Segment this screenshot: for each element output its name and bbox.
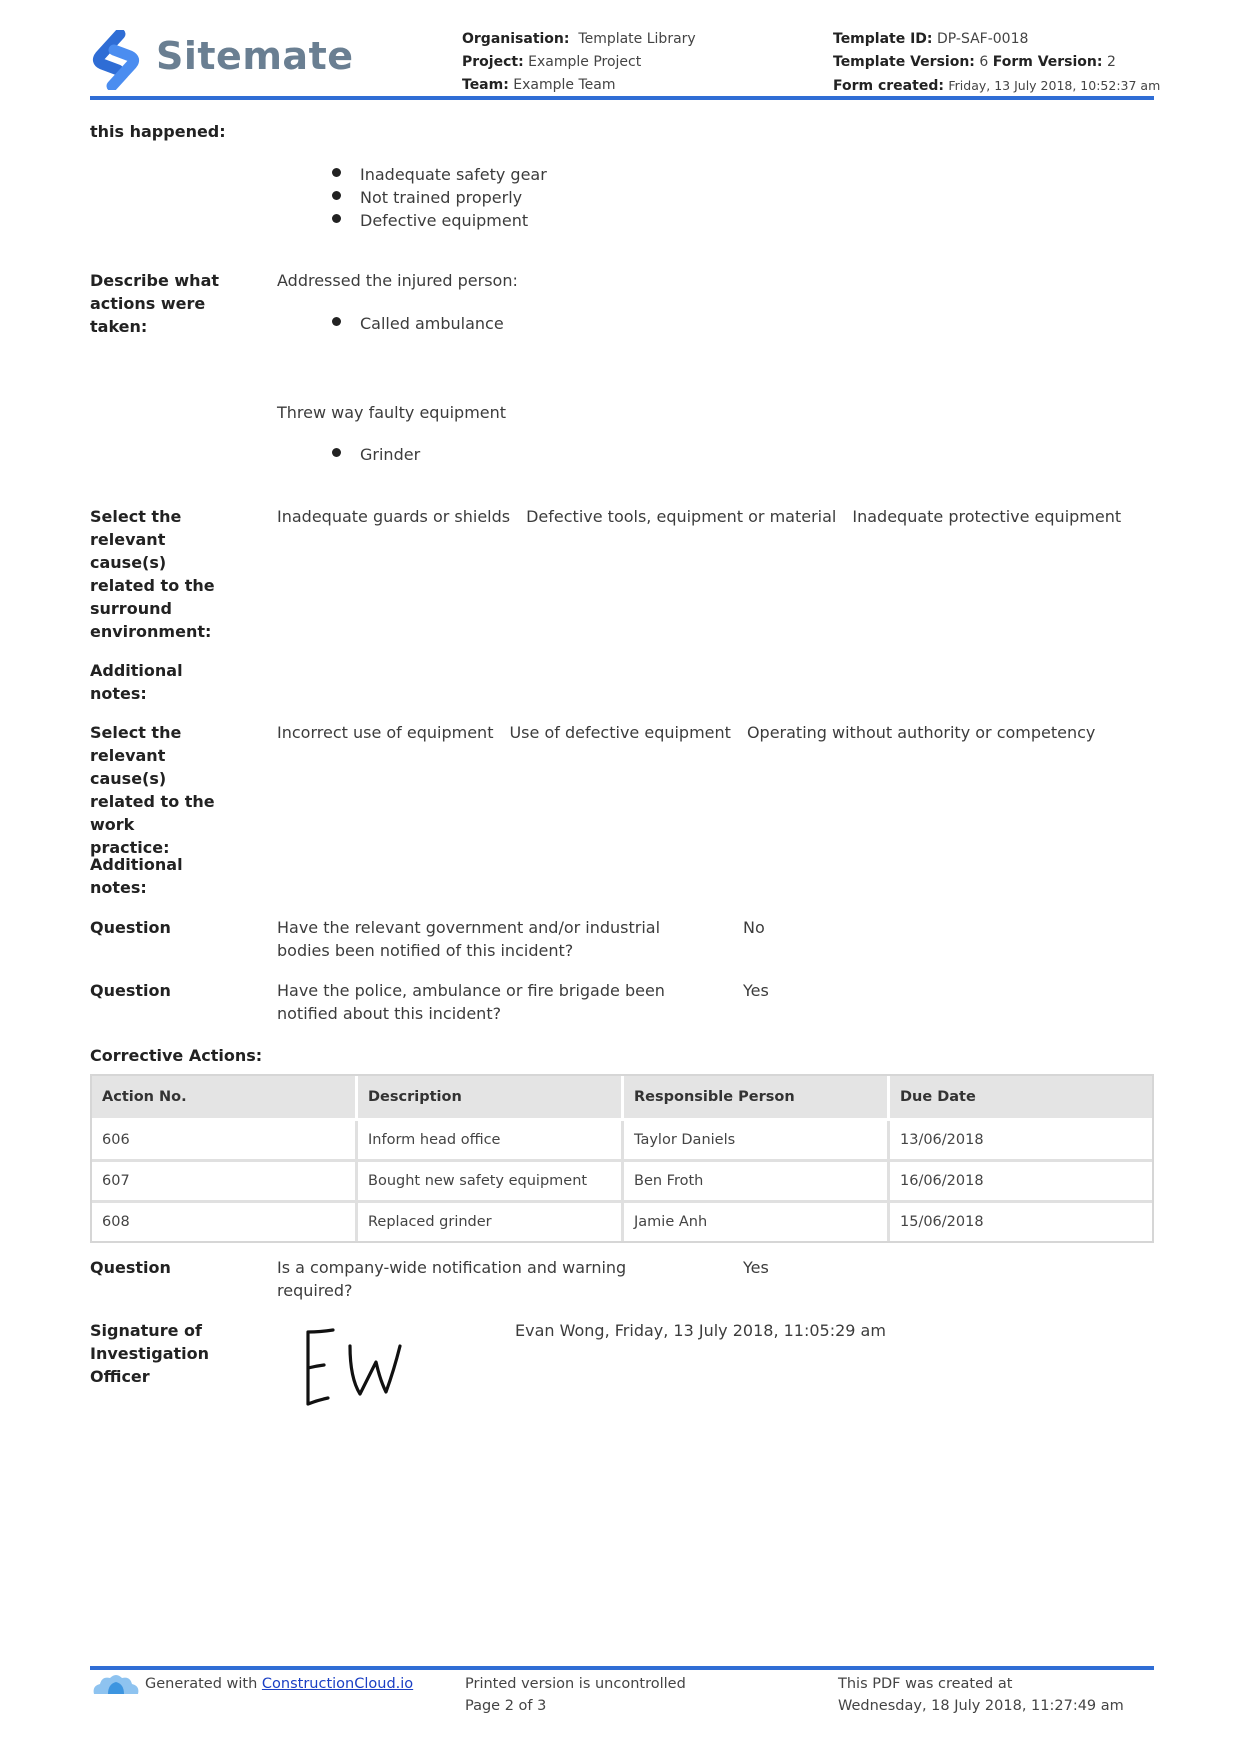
question-answer: No	[743, 918, 765, 937]
form-version-label: Form Version:	[992, 54, 1103, 70]
header-org-block	[462, 28, 696, 97]
printed-note: Printed version is uncontrolled	[465, 1676, 686, 1692]
question-answer: Yes	[743, 1258, 769, 1277]
bullet-icon	[332, 448, 341, 457]
pdf-created-label: This PDF was created at	[838, 1676, 1013, 1692]
happened-item: Inadequate safety gear	[360, 165, 547, 184]
sitemate-logo	[90, 28, 354, 92]
question-label: Question	[90, 1258, 171, 1277]
question-answer: Yes	[743, 981, 769, 1000]
question-text: Have the police, ambulance or fire brigade been notified about this incident?	[277, 981, 665, 1023]
question-text: Have the relevant government and/or industrial bodies been notified of this incident?	[277, 918, 661, 960]
env-causes-label: Select the relevant cause(s) related to the surround environment:	[90, 507, 215, 641]
cell-responsible-person: Jamie Anh	[624, 1203, 890, 1241]
table-row	[92, 1203, 1152, 1241]
question-label: Question	[90, 918, 171, 937]
action1-item: Called ambulance	[360, 314, 504, 333]
cause-chip: Inadequate protective equipment	[852, 507, 1122, 526]
cell-action-no: 607	[92, 1162, 358, 1203]
happened-label: this happened:	[90, 122, 226, 141]
header-divider	[90, 96, 1154, 100]
team-label: Team:	[462, 77, 509, 93]
footer-divider	[90, 1666, 1154, 1670]
work-causes-label: Select the relevant cause(s) related to the work practice:	[90, 723, 215, 857]
work-causes-list	[277, 721, 1111, 744]
cause-chip: Use of defective equipment	[509, 723, 731, 742]
column-header-action-no: Action No.	[92, 1076, 358, 1121]
project-value: Example Project	[528, 54, 642, 70]
question-label: Question	[90, 981, 171, 1000]
template-id-value: DP-SAF-0018	[936, 31, 1029, 47]
template-version-label: Template Version:	[833, 54, 975, 70]
logo-wordmark: Sitemate	[156, 34, 354, 78]
sitemate-logo-icon	[90, 30, 142, 90]
generated-prefix: Generated with	[145, 1676, 262, 1692]
table-row	[92, 1162, 1152, 1203]
footer-pdf-created	[838, 1673, 1124, 1717]
notes1-label: Additional notes:	[90, 661, 183, 703]
cell-responsible-person: Taylor Daniels	[624, 1121, 890, 1162]
cell-description: Inform head office	[358, 1121, 624, 1162]
happened-item: Not trained properly	[360, 188, 523, 207]
column-header-due-date: Due Date	[890, 1076, 1152, 1121]
team-value: Example Team	[513, 77, 616, 93]
cell-responsible-person: Ben Froth	[624, 1162, 890, 1203]
table-header-row	[92, 1076, 1152, 1121]
page-number: Page 2 of 3	[465, 1698, 547, 1714]
signature-image	[290, 1318, 440, 1418]
footer-print-note	[465, 1673, 686, 1717]
question-text: Is a company-wide notification and warning required?	[277, 1258, 627, 1300]
cause-chip: Inadequate guards or shields	[277, 507, 511, 526]
form-created-value: Friday, 13 July 2018, 10:52:37 am	[948, 78, 1161, 93]
action2-title: Threw way faulty equipment	[277, 403, 507, 422]
cell-action-no: 608	[92, 1203, 358, 1241]
form-version-value: 2	[1106, 54, 1116, 70]
bullet-icon	[332, 317, 341, 326]
cell-due-date: 15/06/2018	[900, 1214, 984, 1230]
corrective-actions-label: Corrective Actions:	[90, 1046, 263, 1065]
cell-description: Replaced grinder	[358, 1203, 624, 1241]
template-version-value: 6	[979, 54, 989, 70]
notes2-label: Additional notes:	[90, 855, 183, 897]
signature-meta: Evan Wong, Friday, 13 July 2018, 11:05:29 am	[515, 1321, 886, 1340]
cell-due-date: 16/06/2018	[890, 1162, 1152, 1203]
column-header-responsible-person: Responsible Person	[624, 1076, 890, 1121]
column-header-description: Description	[358, 1076, 624, 1121]
actions-label: Describe what actions were taken:	[90, 271, 220, 336]
corrective-actions-table	[90, 1074, 1154, 1243]
generated-with	[145, 1673, 413, 1695]
cause-chip: Incorrect use of equipment	[277, 723, 494, 742]
cell-due-date: 13/06/2018	[890, 1121, 1152, 1162]
bullet-icon	[332, 214, 341, 223]
happened-item: Defective equipment	[360, 211, 529, 230]
cause-chip: Operating without authority or competency	[746, 723, 1096, 742]
template-id-label: Template ID:	[833, 31, 933, 47]
action1-title: Addressed the injured person:	[277, 271, 518, 290]
organisation-label: Organisation:	[462, 31, 570, 47]
form-created-label: Form created:	[833, 78, 944, 94]
header-template-block	[833, 28, 1160, 98]
cell-action-no: 606	[92, 1121, 358, 1162]
env-causes-list	[277, 505, 1137, 528]
cause-chip: Defective tools, equipment or material	[526, 507, 837, 526]
action2-item: Grinder	[360, 445, 421, 464]
signature-label: Signature of Investigation Officer	[90, 1321, 210, 1386]
bullet-icon	[332, 191, 341, 200]
bullet-icon	[332, 168, 341, 177]
project-label: Project:	[462, 54, 524, 70]
pdf-created-value: Wednesday, 18 July 2018, 11:27:49 am	[838, 1698, 1124, 1714]
cell-description: Bought new safety equipment	[358, 1162, 624, 1203]
table-row	[92, 1121, 1152, 1162]
organisation-value: Template Library	[578, 31, 696, 47]
cloud-icon	[90, 1672, 142, 1696]
constructioncloud-link[interactable]: ConstructionCloud.io	[261, 1676, 414, 1692]
